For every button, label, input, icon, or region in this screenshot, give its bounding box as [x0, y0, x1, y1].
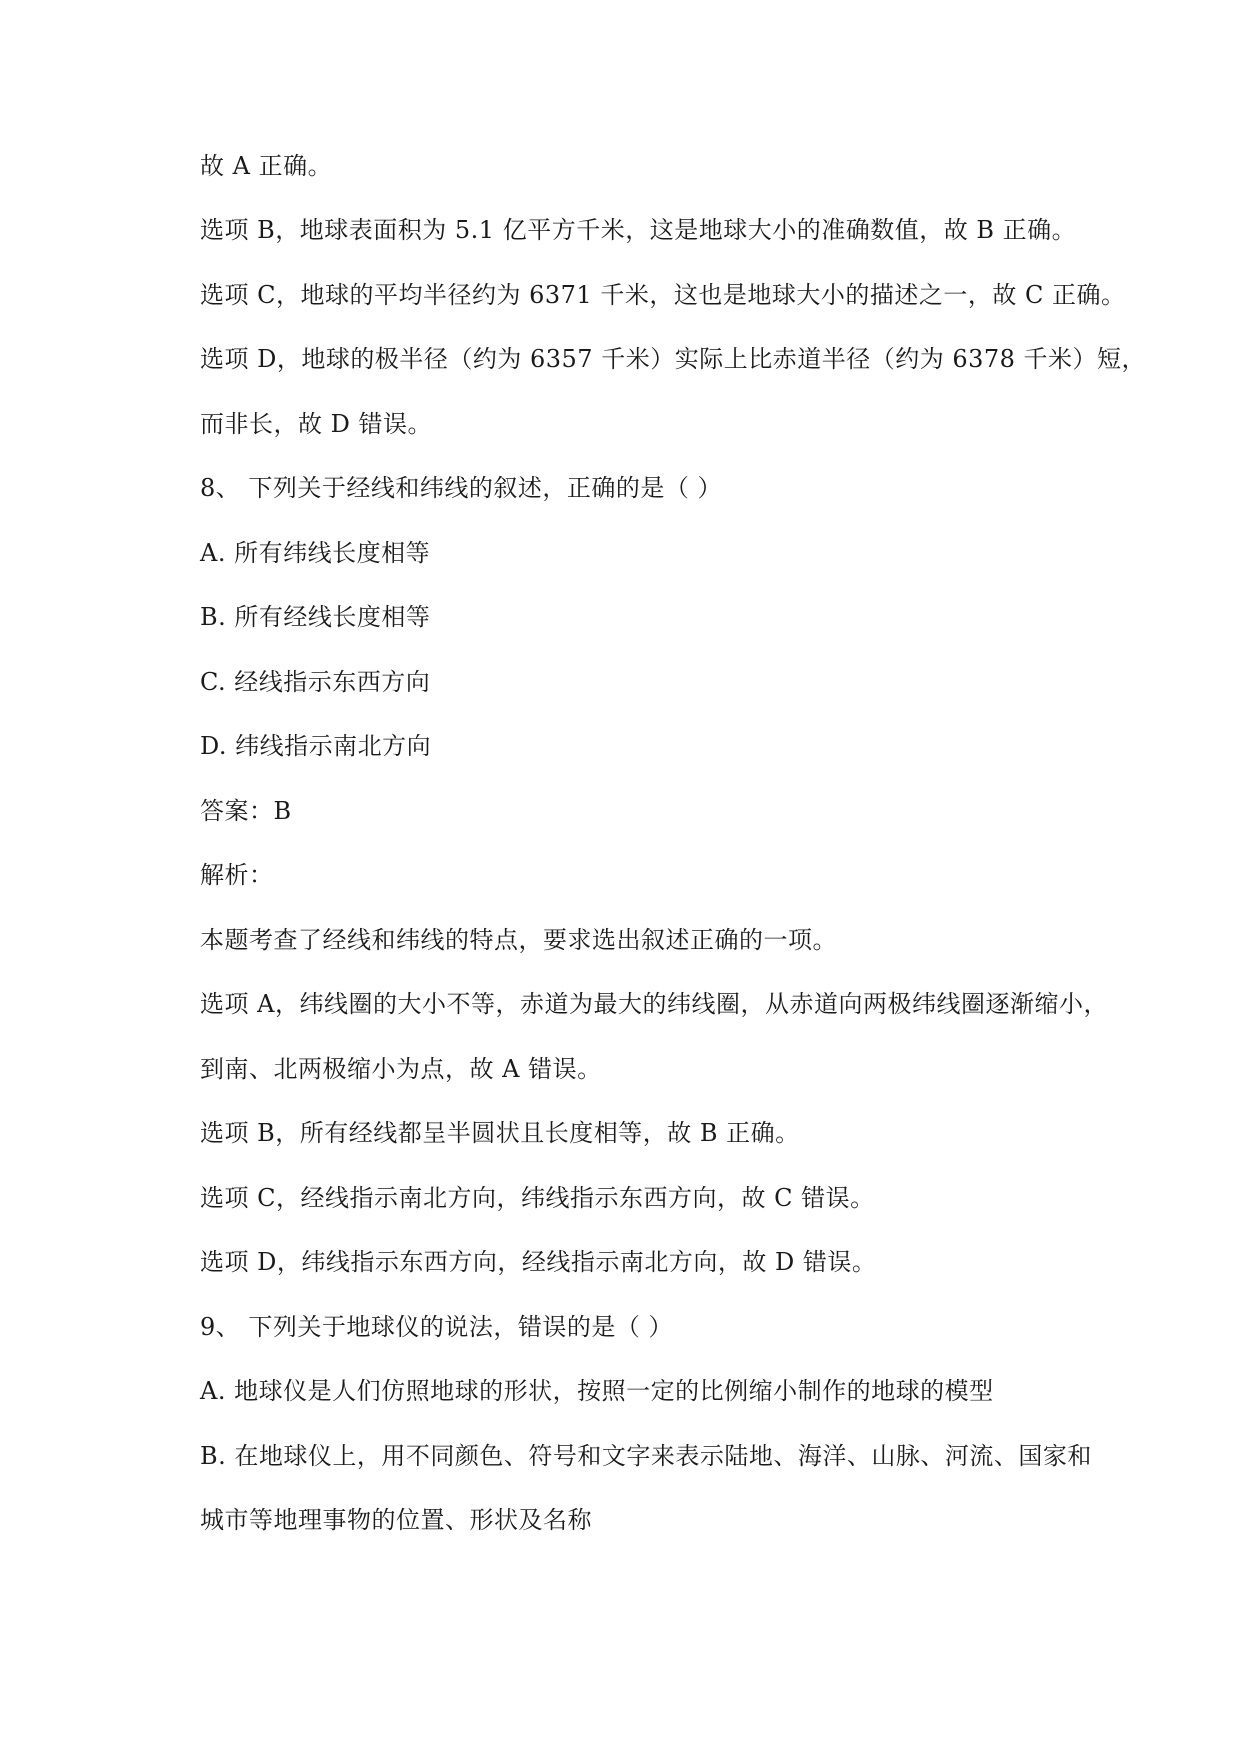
text-line: 选项 B，所有经线都呈半圆状且长度相等，故 B 正确。 — [200, 1119, 800, 1147]
text-line: 选项 A，纬线圈的大小不等，赤道为最大的纬线圈，从赤道向两极纬线圈逐渐缩小， — [200, 990, 1108, 1018]
text-line: 选项 D，地球的极半径（约为 6357 千米）实际上比赤道半径（约为 6378 千米）短， — [200, 345, 1147, 373]
text-line: 选项 C，经线指示南北方向，纬线指示东西方向，故 C 错误。 — [200, 1184, 875, 1212]
answer-line: 答案：B — [200, 797, 292, 825]
option-b: B. 所有经线长度相等 — [200, 603, 431, 631]
text-line: 城市等地理事物的位置、形状及名称 — [200, 1506, 592, 1534]
option-a: A. 所有纬线长度相等 — [200, 539, 431, 567]
question-9-stem: 9、 下列关于地球仪的说法，错误的是（ ） — [200, 1313, 674, 1341]
option-c: C. 经线指示东西方向 — [200, 668, 431, 696]
option-a: A. 地球仪是人们仿照地球的形状，按照一定的比例缩小制作的地球的模型 — [200, 1377, 994, 1405]
text-line: 选项 D，纬线指示东西方向，经线指示南北方向，故 D 错误。 — [200, 1248, 877, 1276]
option-d: D. 纬线指示南北方向 — [200, 732, 432, 760]
text-line: 选项 C，地球的平均半径约为 6371 千米，这也是地球大小的描述之一，故 C 正确。 — [200, 281, 1126, 309]
text-line: 到南、北两极缩小为点，故 A 错误。 — [200, 1055, 602, 1083]
option-b: B. 在地球仪上，用不同颜色、符号和文字来表示陆地、海洋、山脉、河流、国家和 — [200, 1442, 1092, 1470]
text-line: 选项 B，地球表面积为 5.1 亿平方千米，这是地球大小的准确数值，故 B 正确。 — [200, 216, 1077, 244]
analysis-heading: 解析： — [200, 861, 274, 889]
text-line: 本题考查了经线和纬线的特点，要求选出叙述正确的一项。 — [200, 926, 837, 954]
text-line: 而非长，故 D 错误。 — [200, 410, 432, 438]
text-line: 故 A 正确。 — [200, 152, 333, 180]
question-8-stem: 8、 下列关于经线和纬线的叙述，正确的是（ ） — [200, 474, 723, 502]
